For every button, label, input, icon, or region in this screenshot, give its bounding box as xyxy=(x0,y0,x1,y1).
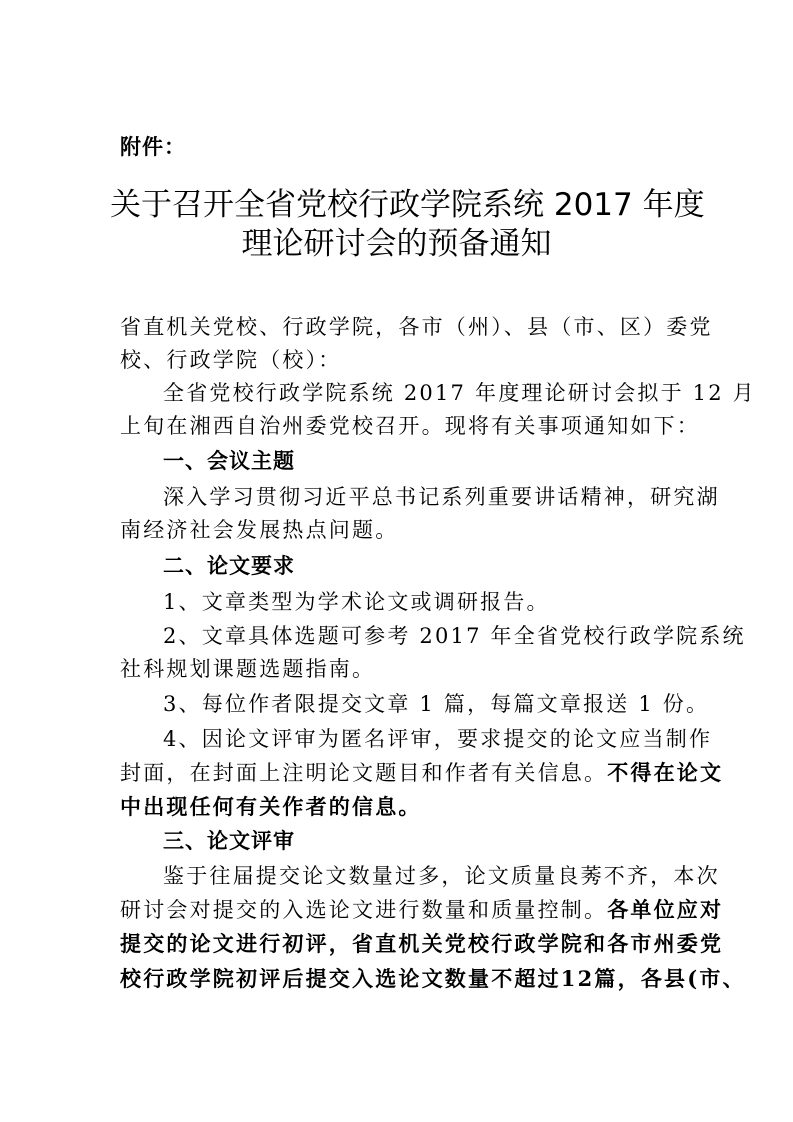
section-3-line-1: 鉴于往届提交论文数量过多，论文质量良莠不齐，本次 xyxy=(163,864,720,888)
section-1-heading: 一、会议主题 xyxy=(163,449,295,473)
section-3-normal-text: 研讨会对提交的入选论文进行数量和质量控制。 xyxy=(120,898,608,922)
section-3-line-2 xyxy=(120,895,724,925)
section-2-item-4-line-2 xyxy=(120,758,724,788)
section-2-item-4-line-3: 中出现任何有关作者的信息。 xyxy=(120,794,422,819)
section-3-line-4: 校行政学院初评后提交入选论文数量不超过12篇，各县(市、 xyxy=(120,966,746,991)
document-title-line-1: 关于召开全省党校行政学院系统 2017 年度 xyxy=(110,187,705,223)
section-1-line-2: 南经济社会发展热点问题。 xyxy=(120,518,399,542)
intro-line-1: 全省党校行政学院系统 2017 年度理论研讨会拟于 12 月 xyxy=(163,381,756,405)
section-3-bold-text: 各单位应对 xyxy=(607,897,724,922)
intro-line-2: 上旬在湘西自治州委党校召开。现将有关事项通知如下： xyxy=(120,414,700,438)
section-2-item-2-line-1: 2、文章具体选题可参考 2017 年全省党校行政学院系统 xyxy=(163,624,746,648)
section-3-heading: 三、论文评审 xyxy=(163,829,295,853)
item-4-bold-text: 不得在论文 xyxy=(607,760,724,785)
document-title-line-2: 理论研讨会的预备通知 xyxy=(241,226,552,262)
section-2-item-3: 3、每位作者限提交文章 1 篇，每篇文章报送 1 份。 xyxy=(163,692,710,716)
section-2-heading: 二、论文要求 xyxy=(163,554,295,578)
addressee-line-1: 省直机关党校、行政学院，各市（州）、县（市、区）委党 xyxy=(120,315,713,339)
item-4-normal-text: 封面，在封面上注明论文题目和作者有关信息。 xyxy=(120,761,608,785)
section-2-item-1: 1、文章类型为学术论文或调研报告。 xyxy=(163,590,550,614)
attachment-label: 附件： xyxy=(120,135,186,159)
section-2-item-2-line-2: 社科规划课题选题指南。 xyxy=(120,657,376,681)
section-3-line-3: 提交的论文进行初评，省直机关党校行政学院和各市州委党 xyxy=(120,931,724,956)
section-2-item-4-line-1: 4、因论文评审为匿名评审，要求提交的论文应当制作 xyxy=(163,727,713,751)
section-1-line-1: 深入学习贯彻习近平总书记系列重要讲话精神，研究湖 xyxy=(163,485,720,509)
addressee-line-2: 校、行政学院（校）： xyxy=(120,348,342,372)
